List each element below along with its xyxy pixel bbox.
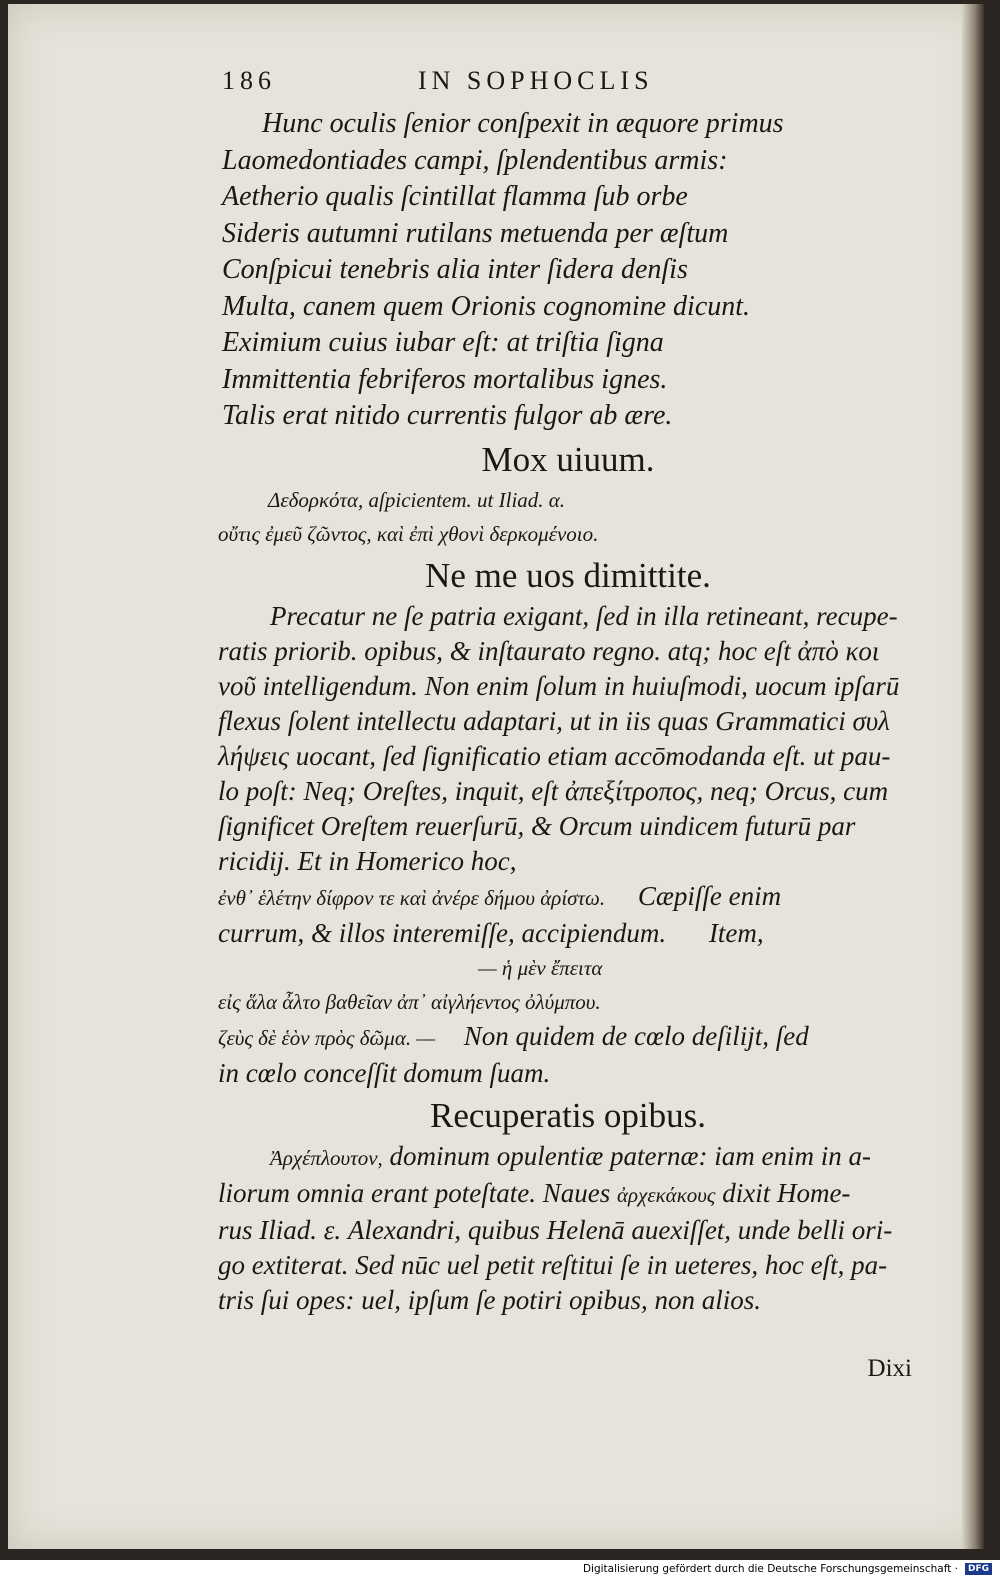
dfg-logo: DFG (965, 1563, 992, 1575)
latin-text: dixit Home- (722, 1177, 851, 1208)
prose-line: tris ſui opes: uel, ipſum ſe potiri opibus, non alios. (218, 1284, 762, 1315)
page-gutter (962, 4, 984, 1549)
prose-line: in cœlo conceſſit domum ſuam. (218, 1057, 551, 1088)
greek-text: ἀρχεκάκους (616, 1182, 716, 1207)
lemma-heading: Ne me uos dimittite. (425, 555, 711, 595)
verse-line: Laomedontiades campi, ſplendentibus armis: (222, 144, 728, 176)
page-text (218, 66, 918, 1318)
commentary-paragraph (218, 1139, 918, 1318)
mixed-line (218, 1176, 918, 1213)
digitization-footer (0, 1560, 1000, 1582)
greek-text: ἐνθ᾽ ἑλέτην δίφρον τε καὶ ἀνέρε δήμου ἀρίστω. (218, 885, 606, 910)
lemma-heading: Mox uiuum. (481, 439, 655, 479)
latin-text: liorum omnia erant poteſtate. Naues (218, 1177, 611, 1208)
commentary-paragraph (218, 599, 918, 879)
prose-line: lo poſt: Neq; Oreſtes, inquit, eſt ἀπεξίτροπος, neq; Orcus, cum (218, 775, 889, 806)
latin-text: currum, & illos interemiſſe, accipiendum. (218, 917, 667, 948)
funding-credit: Digitalisierung gefördert durch die Deutsche Forschungsgemeinschaft · (582, 1563, 958, 1575)
verse-line: Eximium cuius iubar eſt: at triſtia ſigna (222, 327, 664, 358)
catchword: Dixi (867, 1355, 912, 1382)
latin-text: Cæpiſſe enim (637, 880, 782, 911)
prose-line: flexus ſolent intellectu adaptari, ut in iis quas Grammatici συλ (218, 705, 890, 736)
latin-text: Item, (708, 917, 764, 948)
prose-line: ſignificet Oreſtem reuerſurū, & Orcum uindicem futurū par (218, 810, 856, 841)
latin-text: dominum opulentiæ paternæ: iam enim in a- (389, 1140, 871, 1171)
mixed-line (218, 1139, 918, 1176)
verse-line: Conſpicui tenebris alia inter ſidera denſis (222, 254, 688, 285)
greek-citation-line: — ἡ μὲν ἔπειτα (478, 955, 603, 980)
mixed-line (218, 1019, 918, 1056)
greek-citation-line: οὔτις ἐμεῦ ζῶντος, καὶ ἐπὶ χθονὶ δερκομένοιο. (218, 521, 599, 546)
prose-line: ricidij. Et in Homerico hoc, (218, 845, 517, 876)
prose-line: Precatur ne ſe patria exigant, ſed in illa retineant, recupe- (270, 600, 898, 631)
verse-line: Aetherio qualis ſcintillat flamma ſub orbe (222, 181, 688, 212)
greek-text: Ἀρχέπλουτον, (270, 1145, 383, 1170)
running-title: IN SOPHOCLIS (418, 66, 654, 95)
mixed-line (218, 879, 918, 916)
verse-line: Sideris autumni rutilans metuenda per æſtum (222, 217, 729, 249)
verse-quotation (218, 106, 918, 435)
prose-line: νοῦ intelligendum. Non enim ſolum in huiuſmodi, uocum ipſarū (218, 670, 900, 701)
verse-line: Multa, canem quem Orionis cognomine dicunt. (222, 290, 751, 322)
prose-line: λήψεις uocant, ſed ſignificatio etiam accōmodanda eſt. ut pau- (218, 740, 891, 771)
lemma-heading: Recuperatis opibus. (429, 1095, 707, 1135)
prose-line: ratis priorib. opibus, & inſtaurato regno. atq; hoc eſt ἀπὸ κοι (218, 635, 880, 666)
page-number: 186 (222, 66, 276, 95)
running-head (218, 66, 918, 106)
latin-text: Non quidem de cœlo deſilijt, ſed (463, 1020, 809, 1051)
greek-text: ζεὺς δὲ ἑὸν πρὸς δῶμα. — (218, 1025, 436, 1050)
prose-line: rus Iliad. ε. Alexandri, quibus Helenā auexiſſet, unde belli ori- (218, 1214, 893, 1245)
greek-citation-line: Δεδορκότα, aſpicientem. ut Iliad. α. (268, 487, 566, 512)
prose-line: go extiterat. Sed nūc uel petit reſtitui ſe in ueteres, hoc eſt, pa- (218, 1249, 888, 1280)
mixed-line (218, 916, 918, 951)
verse-line: Hunc oculis ſenior conſpexit in æquore primus (262, 108, 784, 139)
greek-citation-line: εἰς ἅλα ἆλτο βαθεῖαν ἀπ᾽ αἰγλήεντος ὀλύμπου. (218, 989, 601, 1014)
verse-line: Talis erat nitido currentis fulgor ab ære. (222, 400, 673, 431)
verse-line: Immittentia febriferos mortalibus ignes. (222, 363, 668, 395)
